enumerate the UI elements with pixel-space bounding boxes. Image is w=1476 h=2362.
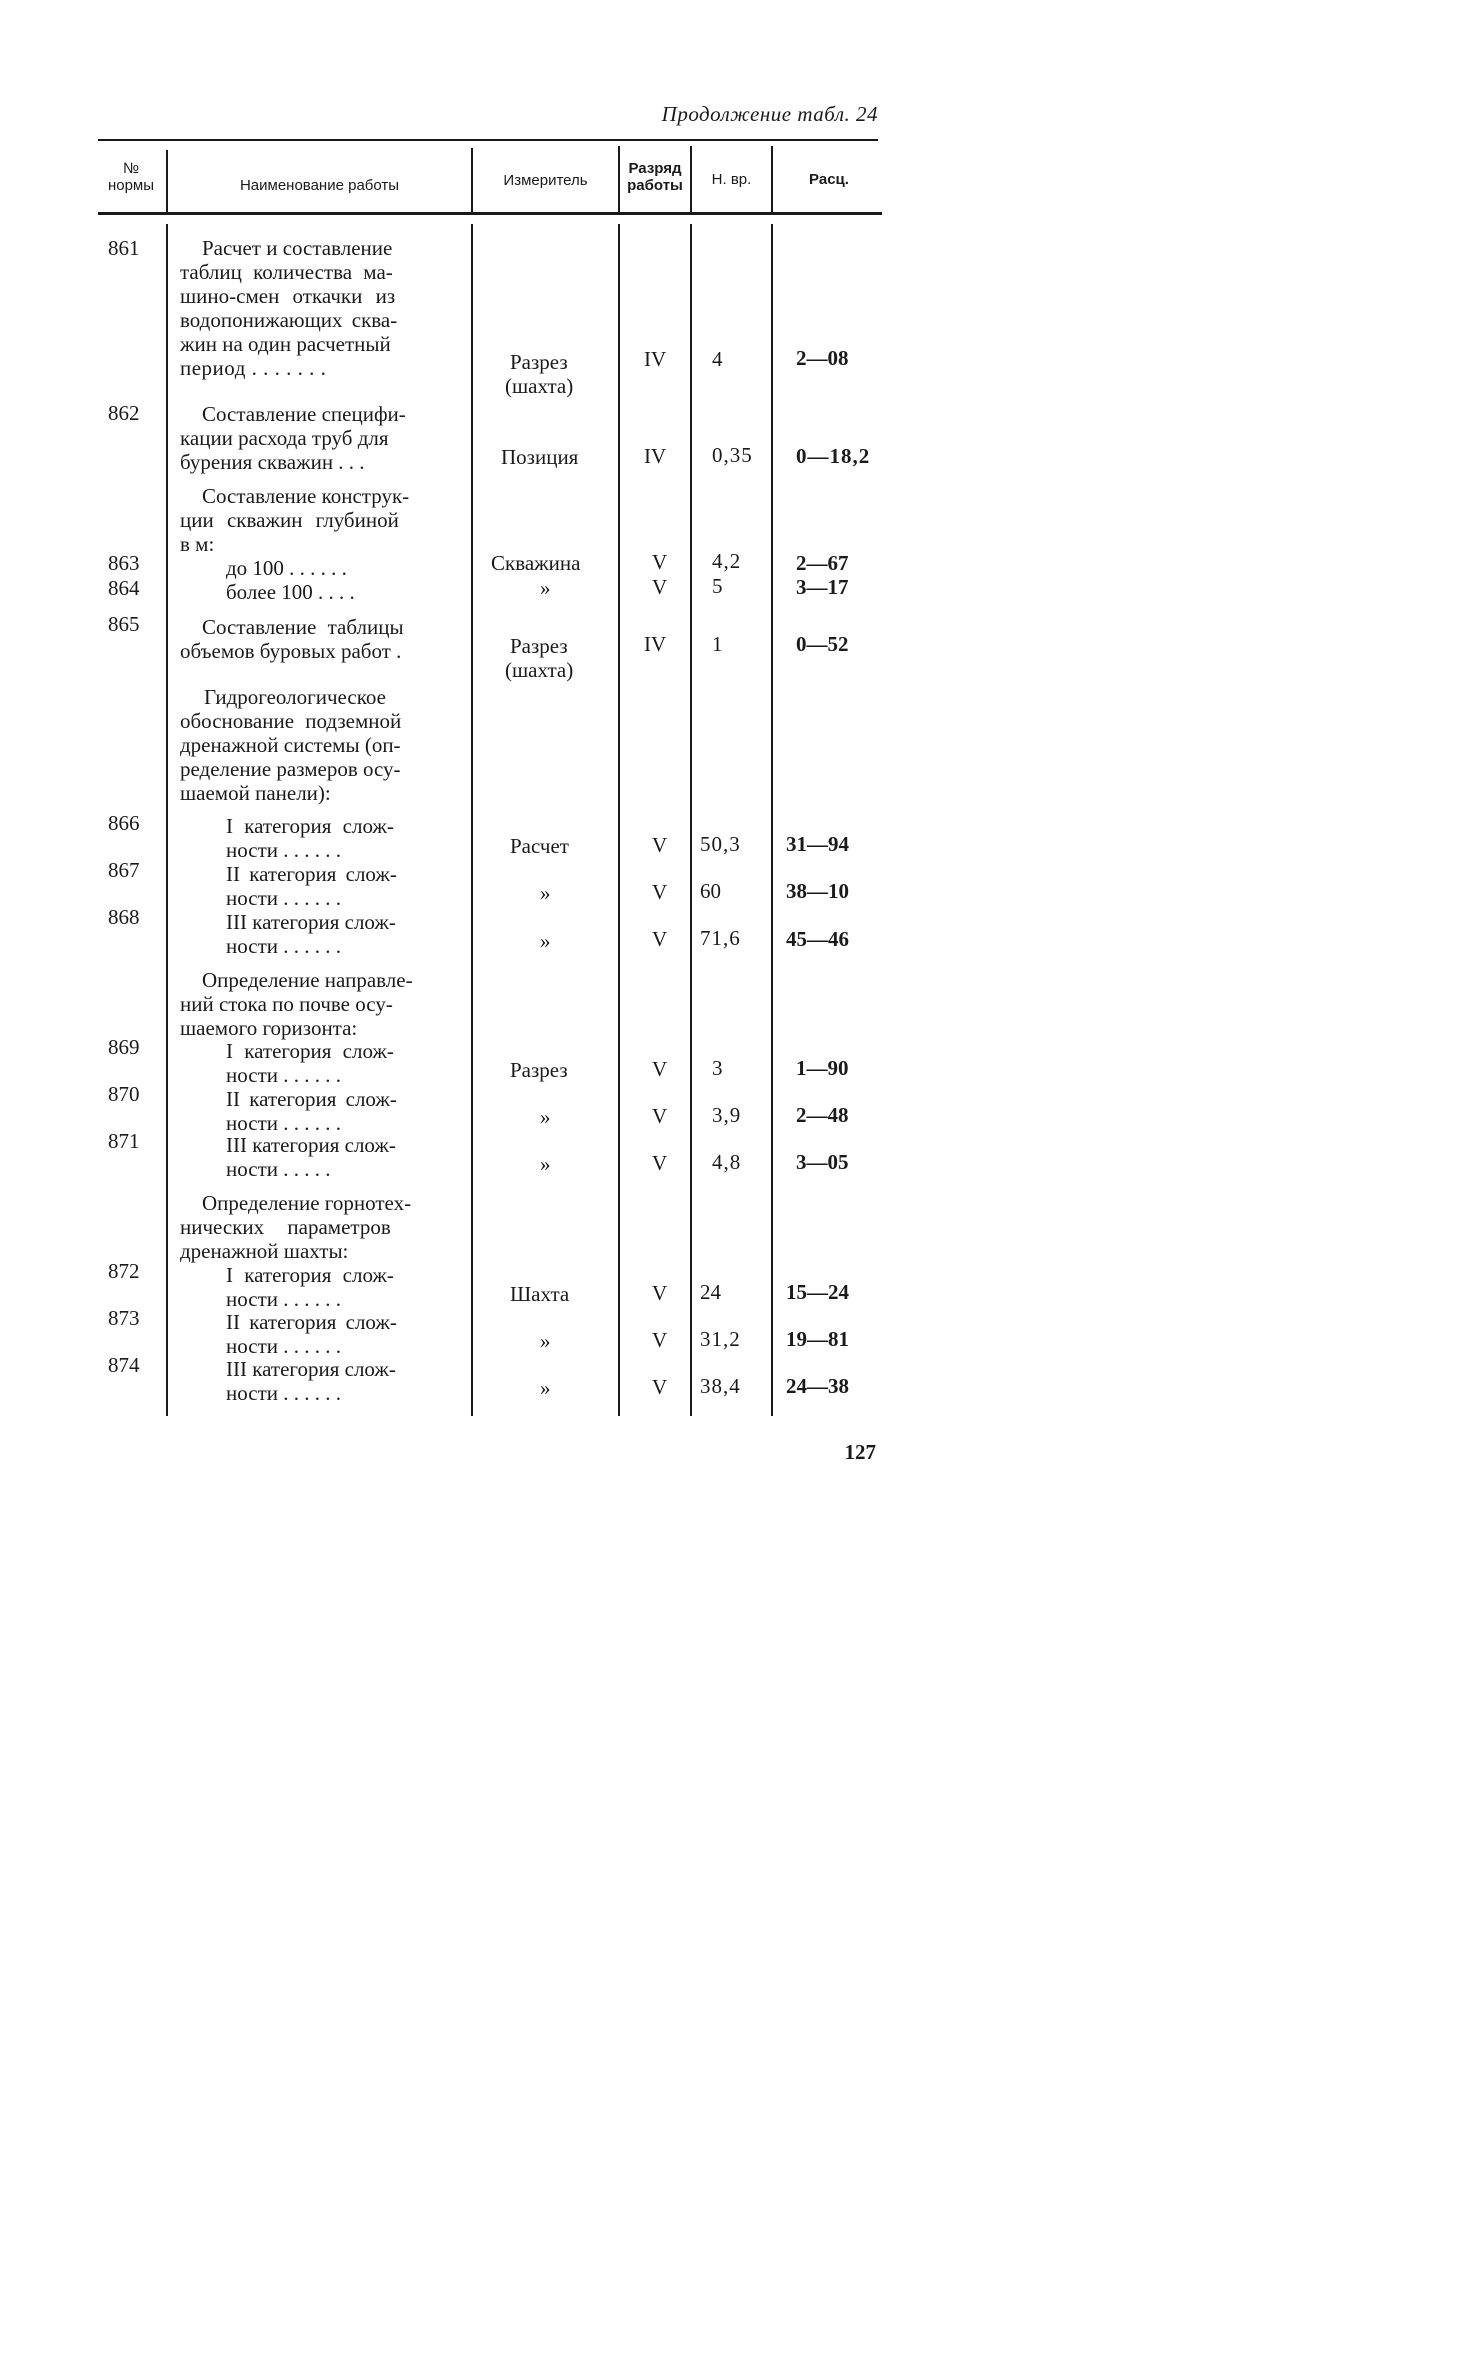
- group-heading-line: Определение направле-: [202, 968, 413, 992]
- row-number: 874: [108, 1353, 140, 1377]
- header-name: Наименование работы: [239, 177, 400, 194]
- document-page: [0, 0, 960, 1536]
- group-heading-line: в м:: [180, 532, 215, 556]
- work-name-line: объемов буровых работ .: [180, 639, 402, 663]
- header-rate: Расц.: [809, 171, 849, 188]
- header-number-symbol: №: [122, 160, 140, 177]
- work-name-line: II категория слож-: [226, 1087, 397, 1111]
- unit-cell: Разрез: [510, 634, 568, 658]
- row-number: 864: [108, 576, 140, 600]
- time-norm-cell: 1: [712, 632, 723, 656]
- header-grade-line2: работы: [627, 177, 683, 194]
- time-norm-cell: 60: [700, 879, 721, 903]
- group-heading-line: ции скважин глубиной: [180, 508, 399, 532]
- grade-cell: V: [652, 880, 668, 904]
- unit-cell: Расчет: [510, 834, 569, 858]
- header-top-rule: [98, 139, 878, 141]
- column-divider: [618, 224, 620, 1416]
- time-norm-cell: 50,3: [700, 832, 741, 856]
- row-number: 862: [108, 401, 140, 425]
- unit-cell: »: [540, 576, 551, 600]
- column-divider: [471, 224, 473, 1416]
- row-number: 863: [108, 551, 140, 575]
- unit-cell: Разрез: [510, 1058, 568, 1082]
- time-norm-cell: 0,35: [712, 443, 753, 467]
- grade-cell: V: [652, 833, 668, 857]
- unit-cell: Позиция: [501, 445, 579, 469]
- grade-cell: V: [652, 1281, 668, 1305]
- row-number: 871: [108, 1129, 140, 1153]
- column-divider: [166, 224, 168, 1416]
- grade-cell: V: [652, 1104, 668, 1128]
- work-name-line: III категория слож-: [226, 910, 396, 934]
- grade-cell: V: [652, 550, 668, 574]
- work-name-line: кации расхода труб для: [180, 426, 389, 450]
- row-number: 866: [108, 811, 140, 835]
- rate-cell: 15—24: [786, 1280, 849, 1304]
- time-norm-cell: 4: [712, 347, 723, 371]
- rate-cell: 3—17: [796, 575, 849, 599]
- work-name-line: более 100 . . . .: [226, 580, 355, 604]
- group-heading-line: дренажной системы (оп-: [180, 733, 401, 757]
- work-name-line: I категория слож-: [226, 814, 394, 838]
- header-grade-line1: Разряд: [628, 160, 682, 177]
- rate-cell: 45—46: [786, 927, 849, 951]
- grade-cell: V: [652, 927, 668, 951]
- time-norm-cell: 3,9: [712, 1103, 742, 1127]
- group-heading-line: ний стока по почве осу-: [180, 992, 393, 1016]
- grade-cell: IV: [644, 444, 667, 468]
- work-name-line: ности . . . . . .: [226, 1111, 341, 1135]
- row-number: 869: [108, 1035, 140, 1059]
- unit-cell: Разрез: [510, 350, 568, 374]
- work-name-line: Составление таблицы: [202, 615, 404, 639]
- work-name-line: II категория слож-: [226, 862, 397, 886]
- grade-cell: V: [652, 1328, 668, 1352]
- work-name-line: II категория слож-: [226, 1310, 397, 1334]
- table-caption: Продолжение табл. 24: [661, 102, 878, 126]
- work-name-line: до 100 . . . . . .: [226, 556, 347, 580]
- work-name-line: бурения скважин . . .: [180, 450, 365, 474]
- rate-cell: 31—94: [786, 832, 849, 856]
- time-norm-cell: 5: [712, 574, 723, 598]
- unit-cell: (шахта): [505, 374, 574, 398]
- group-heading-line: шаемого горизонта:: [180, 1016, 358, 1040]
- row-number: 867: [108, 858, 140, 882]
- rate-cell: 0—52: [796, 632, 849, 656]
- time-norm-cell: 71,6: [700, 926, 741, 950]
- unit-cell: (шахта): [505, 658, 574, 682]
- work-name-line: жин на один расчетный: [180, 332, 391, 356]
- work-name-line: I категория слож-: [226, 1039, 394, 1063]
- work-name-line: период . . . . . . .: [180, 356, 327, 380]
- unit-cell: »: [540, 1152, 551, 1176]
- rate-cell: 2—67: [796, 551, 849, 575]
- header-unit: Измеритель: [503, 172, 588, 189]
- rate-cell: 2—08: [796, 346, 849, 370]
- grade-cell: IV: [644, 632, 667, 656]
- unit-cell: »: [540, 929, 551, 953]
- unit-cell: »: [540, 1376, 551, 1400]
- row-number: 861: [108, 236, 140, 260]
- work-name-line: III категория слож-: [226, 1133, 396, 1157]
- header-number-label: нормы: [107, 177, 155, 194]
- grade-cell: V: [652, 1375, 668, 1399]
- column-divider: [771, 224, 773, 1416]
- rate-cell: 38—10: [786, 879, 849, 903]
- header-number: [96, 160, 166, 194]
- work-name-line: шино-смен откачки из: [180, 284, 396, 308]
- work-name-line: таблиц количества ма-: [180, 260, 393, 284]
- row-number: 868: [108, 905, 140, 929]
- grade-cell: V: [652, 1151, 668, 1175]
- time-norm-cell: 38,4: [700, 1374, 741, 1398]
- group-heading-line: шаемой панели):: [180, 781, 331, 805]
- work-name-line: Расчет и составление: [202, 236, 393, 260]
- rate-cell: 3—05: [796, 1150, 849, 1174]
- time-norm-cell: 4,8: [712, 1150, 742, 1174]
- time-norm-cell: 24: [700, 1280, 721, 1304]
- page-number: 127: [844, 1440, 876, 1464]
- grade-cell: V: [652, 575, 668, 599]
- work-name-line: I категория слож-: [226, 1263, 394, 1287]
- unit-cell: Скважина: [491, 551, 581, 575]
- group-heading-line: нических параметров: [180, 1215, 391, 1239]
- row-number: 865: [108, 612, 140, 636]
- work-name-line: ности . . . . . .: [226, 886, 341, 910]
- work-name-line: ности . . . . . .: [226, 934, 341, 958]
- unit-cell: »: [540, 1105, 551, 1129]
- work-name-line: ности . . . . . .: [226, 1334, 341, 1358]
- rate-cell: 1—90: [796, 1056, 849, 1080]
- work-name-line: ности . . . . . .: [226, 838, 341, 862]
- group-heading-line: дренажной шахты:: [180, 1239, 349, 1263]
- work-name-line: Составление специфи-: [202, 402, 406, 426]
- work-name-line: ности . . . . .: [226, 1157, 331, 1181]
- header-bottom-rule: [98, 212, 882, 215]
- unit-cell: »: [540, 1329, 551, 1353]
- grade-cell: V: [652, 1057, 668, 1081]
- work-name-line: водопонижающих сква-: [180, 308, 398, 332]
- header-time: Н. вр.: [711, 171, 752, 188]
- unit-cell: Шахта: [510, 1282, 570, 1306]
- time-norm-cell: 4,2: [712, 549, 742, 573]
- group-heading-line: Определение горнотех-: [202, 1191, 412, 1215]
- time-norm-cell: 3: [712, 1056, 723, 1080]
- row-number: 872: [108, 1259, 140, 1283]
- group-heading-line: ределение размеров осу-: [180, 757, 401, 781]
- time-norm-cell: 31,2: [700, 1327, 741, 1351]
- row-number: 870: [108, 1082, 140, 1106]
- rate-cell: 0—18,2: [796, 444, 871, 468]
- work-name-line: ности . . . . . .: [226, 1287, 341, 1311]
- unit-cell: »: [540, 881, 551, 905]
- work-name-line: III категория слож-: [226, 1357, 396, 1381]
- column-divider: [690, 224, 692, 1416]
- group-heading-line: Гидрогеологическое: [204, 685, 386, 709]
- rate-cell: 2—48: [796, 1103, 849, 1127]
- header-grade: [620, 160, 690, 194]
- group-heading-line: обоснование подземной: [180, 709, 402, 733]
- work-name-line: ности . . . . . .: [226, 1381, 341, 1405]
- rate-cell: 19—81: [786, 1327, 849, 1351]
- grade-cell: IV: [644, 347, 667, 371]
- group-heading-line: Составление конструк-: [202, 484, 410, 508]
- work-name-line: ности . . . . . .: [226, 1063, 341, 1087]
- row-number: 873: [108, 1306, 140, 1330]
- rate-cell: 24—38: [786, 1374, 849, 1398]
